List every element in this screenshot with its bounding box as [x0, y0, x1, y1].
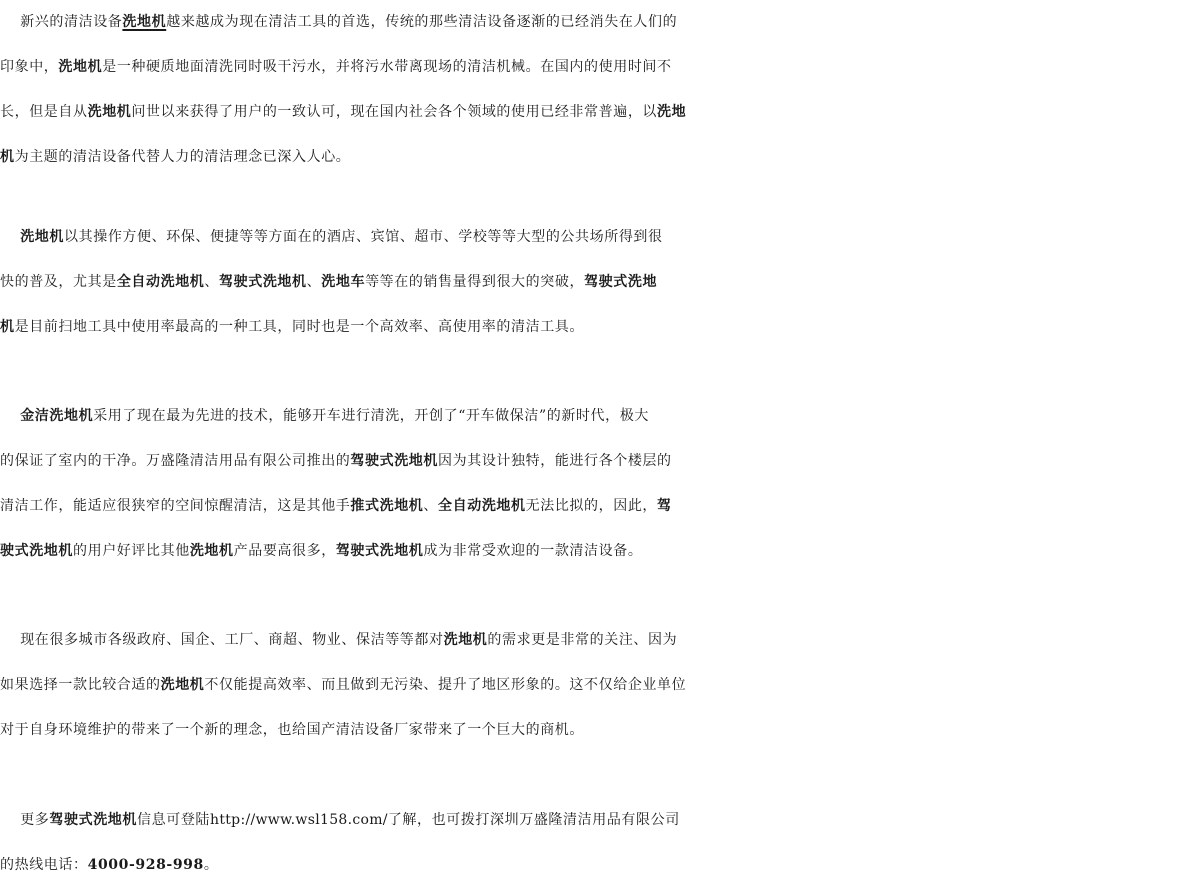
bold-keyword: 驾驶式洗地	[584, 274, 658, 290]
text-segment: 为主题的清洁设备代替人力的清洁理念已深入人心。	[14, 149, 351, 165]
bold-keyword: 4000-928-998	[87, 857, 204, 873]
text-segment: 采用了现在最为先进的技术，能够开车进行清洗，开创了“开车做保洁”的新时代，极大	[93, 408, 649, 424]
text-line	[0, 843, 1179, 888]
bold-keyword: 驾驶式洗地机	[335, 543, 424, 559]
text-segment	[0, 229, 20, 245]
bold-keyword: 全自动洗地机	[438, 498, 526, 514]
text-segment: 问世以来获得了用户的一致认可，现在国内社会各个领域的使用已经非常普遍，以	[131, 104, 658, 120]
text-segment: 因为其设计独特，能进行各个楼层的	[438, 453, 672, 469]
text-segment: 现在很多城市各级政府、国企、工厂、商超、物业、保洁等等都对	[0, 632, 444, 648]
text-line	[0, 529, 1179, 574]
text-segment: 成为非常受欢迎的一款清洁设备。	[423, 543, 643, 559]
paragraph-jinjie	[0, 394, 1179, 574]
bold-keyword: 驾驶式洗地机	[350, 453, 439, 469]
bold-keyword: 洗地	[657, 104, 687, 120]
text-segment: 越来越成为现在清洁工具的首选，传统的那些清洁设备逐渐的已经消失在人们的	[166, 14, 678, 30]
bold-keyword: 全自动洗地机	[116, 274, 205, 290]
text-line	[0, 394, 1179, 439]
bold-keyword: 机	[0, 149, 15, 165]
text-segment: 了解，也可拨打深圳万盛隆清洁用品有限公司	[387, 812, 680, 828]
bold-keyword: 机	[0, 319, 15, 335]
keyword-link[interactable]: 洗地机	[122, 14, 167, 30]
text-line	[0, 305, 1179, 350]
text-line	[0, 439, 1179, 484]
text-segment	[0, 408, 20, 424]
text-segment: 、	[204, 274, 220, 290]
text-line	[0, 0, 1179, 45]
text-line	[0, 260, 1179, 305]
text-segment: 对于自身环境维护的带来了一个新的理念，也给国产清洁设备厂家带来了一个巨大的商机。	[0, 722, 584, 738]
bold-keyword: 洗地车	[321, 274, 366, 290]
bold-keyword: 金洁洗地机	[20, 408, 94, 424]
text-line	[0, 708, 1179, 753]
bold-keyword: 驾驶式洗地机	[219, 274, 307, 290]
bold-keyword: 洗地机	[20, 229, 65, 245]
paragraph-demand	[0, 618, 1179, 753]
text-segment: 如果选择一款比较合适的	[0, 677, 161, 693]
text-segment: 、	[423, 498, 439, 514]
text-line	[0, 215, 1179, 260]
text-line	[0, 798, 1179, 843]
text-segment: 信息可登陆	[137, 812, 211, 828]
text-segment: 、	[306, 274, 322, 290]
text-segment: 清洁工作，能适应很狭窄的空间惊醒清洁，这是其他手	[0, 498, 351, 514]
text-line	[0, 135, 1179, 180]
text-line	[0, 45, 1179, 90]
text-segment: 的需求更是非常的关注、因为	[487, 632, 678, 648]
bold-keyword: 洗地机	[58, 59, 103, 75]
text-segment: 产品要高很多，	[233, 543, 336, 559]
text-segment: 快的普及，尤其是	[0, 274, 117, 290]
text-segment: 无法比拟的，因此，	[525, 498, 658, 514]
text-segment: 长，但是自从	[0, 104, 88, 120]
bold-keyword: 驶式洗地机	[0, 543, 73, 559]
text-segment: 不仅能提高效率、而且做到无污染、提升了地区形象的。这不仅给企业单位	[204, 677, 687, 693]
bold-keyword: 洗地机	[160, 677, 205, 693]
text-line	[0, 484, 1179, 529]
text-line	[0, 618, 1179, 663]
text-segment: 新兴的清洁设备	[0, 14, 123, 30]
text-segment: 等等在的销售量得到很大的突破，	[365, 274, 585, 290]
text-segment: 的保证了室内的干净。万盛隆清洁用品有限公司推出的	[0, 453, 351, 469]
bold-keyword: 驾驶式洗地机	[49, 812, 138, 828]
bold-keyword: 洗地机	[87, 104, 132, 120]
paragraph-intro	[0, 0, 1179, 180]
text-segment: 更多	[0, 812, 50, 828]
text-line	[0, 90, 1179, 135]
text-line	[0, 663, 1179, 708]
text-segment: 以其操作方便、环保、便捷等等方面在的酒店、宾馆、超市、学校等等大型的公共场所得到很	[64, 229, 663, 245]
text-segment: 印象中，	[0, 59, 59, 75]
text-segment: 的用户好评比其他	[73, 543, 190, 559]
text-segment: 的热线电话：	[0, 857, 88, 873]
website-url: http://www.wsl158.com/	[210, 812, 388, 828]
paragraph-popularity	[0, 215, 1179, 350]
paragraph-contact	[0, 798, 1179, 888]
bold-keyword: 驾	[657, 498, 672, 514]
bold-keyword: 洗地机	[189, 543, 234, 559]
bold-keyword: 洗地机	[443, 632, 488, 648]
bold-keyword: 推式洗地机	[350, 498, 424, 514]
text-segment: 。	[203, 857, 219, 873]
text-segment: 是目前扫地工具中使用率最高的一种工具，同时也是一个高效率、高使用率的清洁工具。	[14, 319, 585, 335]
text-segment: 是一种硬质地面清洗同时吸干污水，并将污水带离现场的清洁机械。在国内的使用时间不	[102, 59, 672, 75]
